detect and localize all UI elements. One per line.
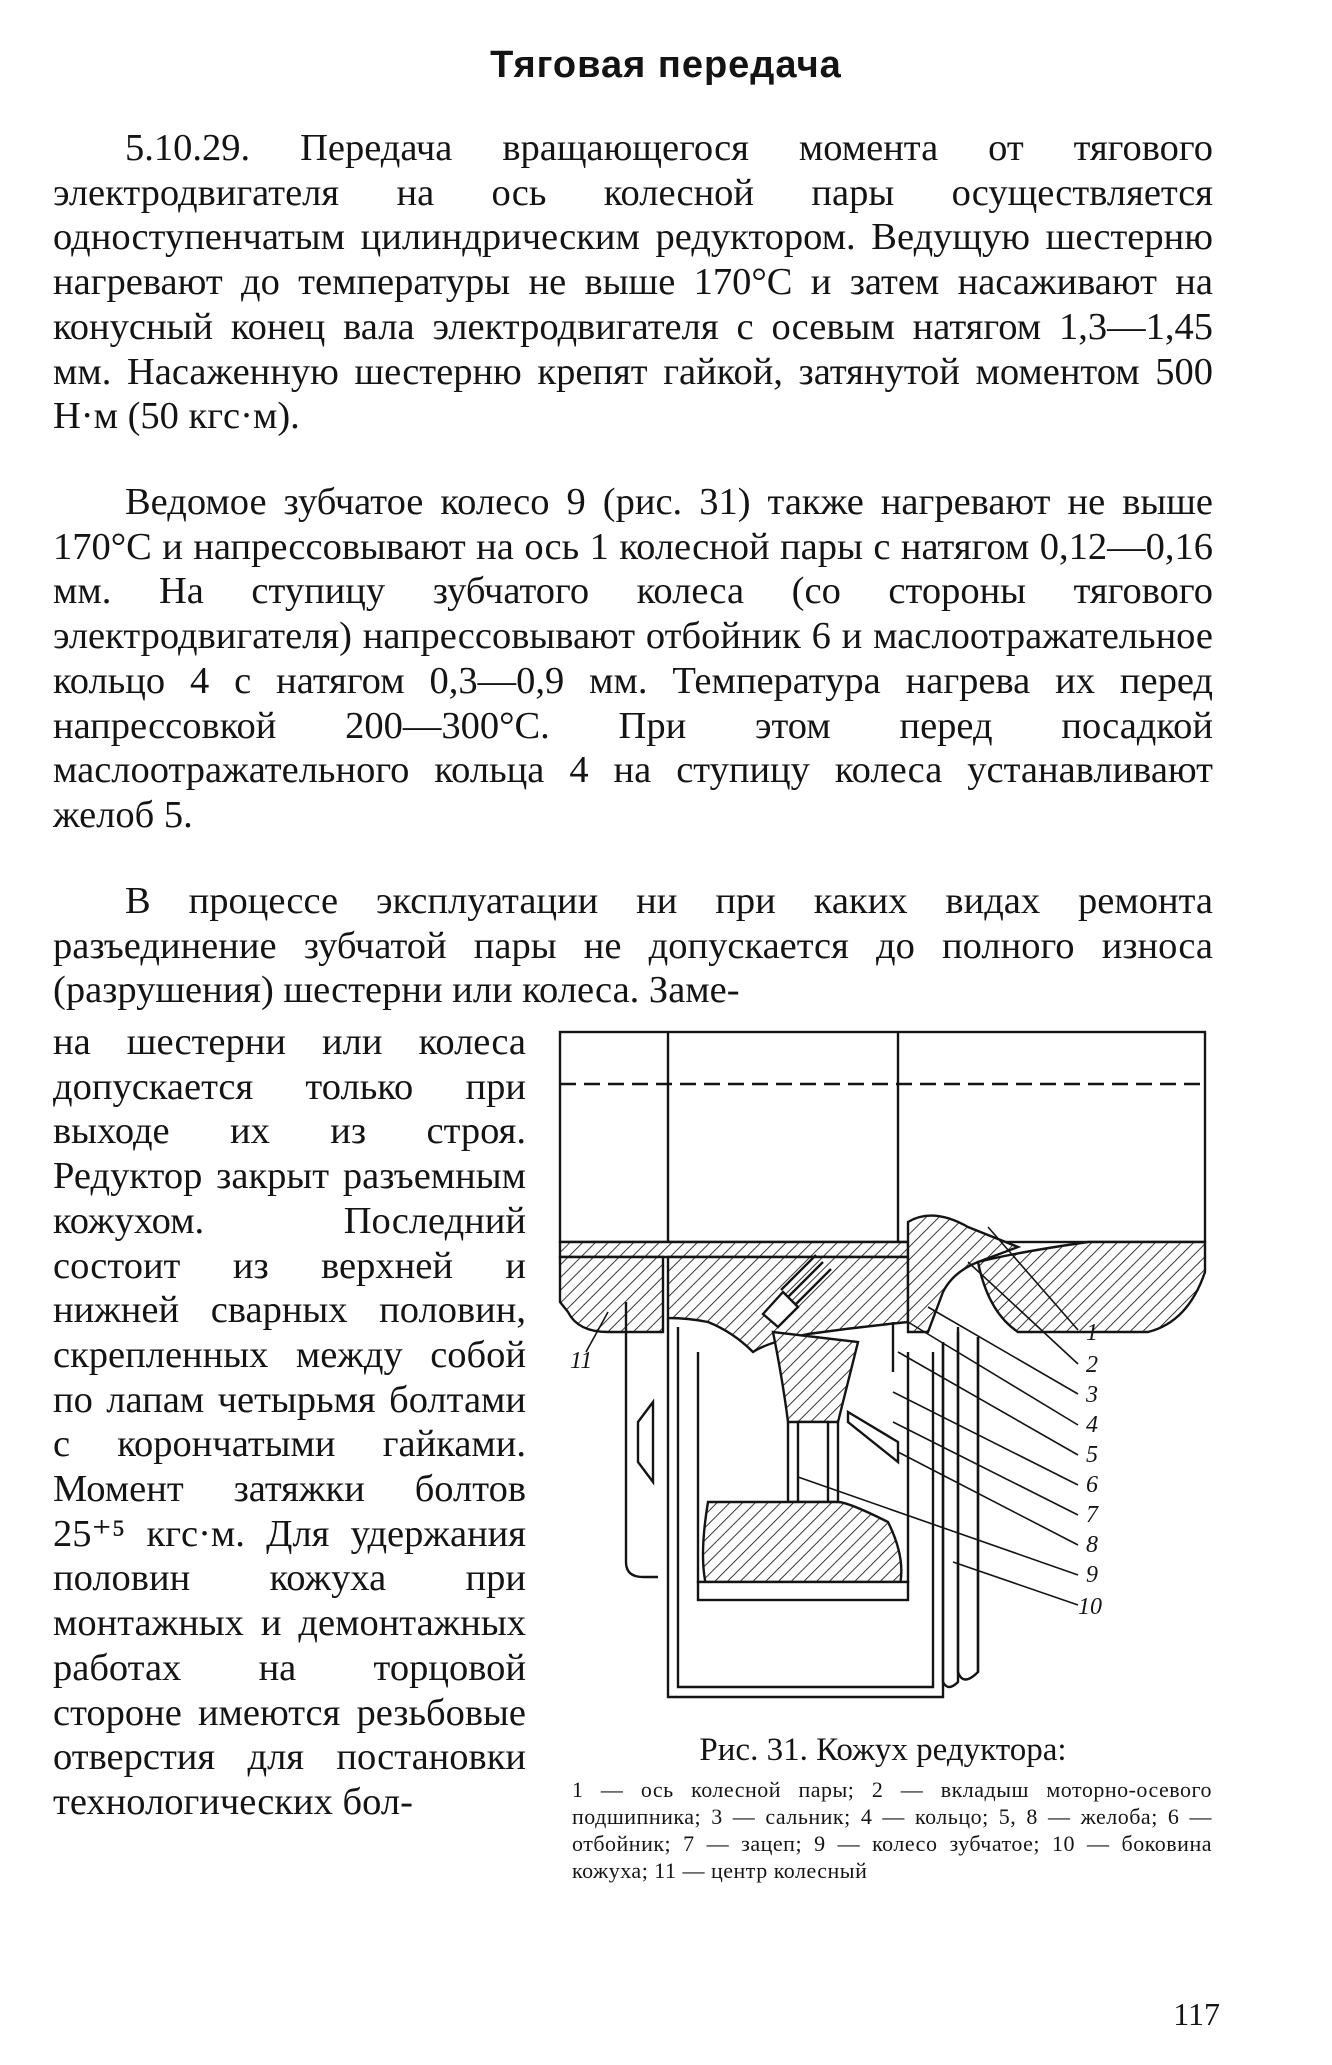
paragraph-text: В процессе эксплуатации ни при каких видах ремонта разъединение зубчатой пары не допускается до полного износа (разрушения) шестерни или колеса. Заме- bbox=[53, 880, 1213, 1012]
paragraph-text: на шестерни или колеса допускается только при выходе их из строя. Редуктор закрыт разъемным кожухом. Последний состоит из верхней и нижней сварных половин, скрепленных между собой по лапам четырьмя болтами с корончатыми гайками. Момент затяжки болтов 25⁺⁵ кгс·м. Для удержания половин кожуха при монтажных и демонтажных работах на торцовой стороне имеются резьбовые отверстия для постановки технологических бол- bbox=[53, 1021, 526, 1823]
part-label-9: 9 bbox=[1086, 1562, 1098, 1588]
wheel-hub-section bbox=[560, 1242, 908, 1257]
paragraph-operation bbox=[53, 879, 1213, 1013]
paragraph-gear-cover bbox=[53, 1020, 526, 1825]
part-label-5: 5 bbox=[1086, 1442, 1098, 1468]
paragraph-gear-transmission bbox=[53, 126, 1213, 439]
part-label-2: 2 bbox=[1086, 1352, 1098, 1378]
part-label-1: 1 bbox=[1086, 1320, 1098, 1346]
paragraph-text: 5.10.29. Передача вращающегося момента от тягового электродвигателя на ось колесной пары осуществляется одноступенчатым цилиндрическим редуктором. Ведущую шестерню нагревают до температуры не выше 170°С и затем насаживают на конусный конец вала электродвигателя с осевым натягом 1,3—1,45 мм. Насаженную шестерню крепят гайкой, затянутой моментом 500 Н·м (50 кгс·м). bbox=[53, 127, 1213, 438]
part-label-11: 11 bbox=[570, 1348, 593, 1374]
gear-wheel-upper bbox=[773, 1332, 858, 1422]
gear-wheel-rim bbox=[703, 1502, 901, 1592]
part-label-10: 10 bbox=[1078, 1594, 1102, 1620]
gear-cover-drawing bbox=[548, 1022, 1218, 1730]
figure-legend: 1 — ось колесной пары; 2 — вкладыш моторно-осевого подшипника; 3 — сальник; 4 — кольцо; 5, 8 — желоба; 6 — отбойник; 7 — зацеп; 9 — колесо зубчатое; 10 — боковина кожуха; 11 — центр колесный bbox=[572, 1777, 1212, 1883]
part-label-7: 7 bbox=[1086, 1502, 1098, 1528]
paragraph-driven-wheel bbox=[53, 480, 1213, 838]
part-label-8: 8 bbox=[1086, 1532, 1098, 1558]
part-label-6: 6 bbox=[1086, 1472, 1098, 1498]
wheel-center-section bbox=[560, 1257, 663, 1332]
housing-outline bbox=[560, 1032, 1205, 1242]
section-heading: Тяговая передача bbox=[490, 44, 842, 86]
part-label-3: 3 bbox=[1086, 1382, 1098, 1408]
paragraph-text: Ведомое зубчатое колесо 9 (рис. 31) также нагревают не выше 170°С и напрессовывают на ось 1 колесной пары с натягом 0,12—0,16 мм. На ступицу зубчатого колеса (со стороны тягового электродвигателя) напрессовывают отбойник 6 и маслоотражательное кольцо 4 с натягом 0,3—0,9 мм. Температура нагрева их перед напрессовкой 200—300°С. При этом перед посадкой маслоотражательного кольца 4 на ступицу колеса устанавливают желоб 5. bbox=[53, 481, 1213, 836]
part-label-4: 4 bbox=[1086, 1412, 1098, 1438]
page-number: 117 bbox=[1173, 1996, 1220, 2032]
figure-caption: Рис. 31. Кожух редуктора: bbox=[699, 1732, 1067, 1768]
